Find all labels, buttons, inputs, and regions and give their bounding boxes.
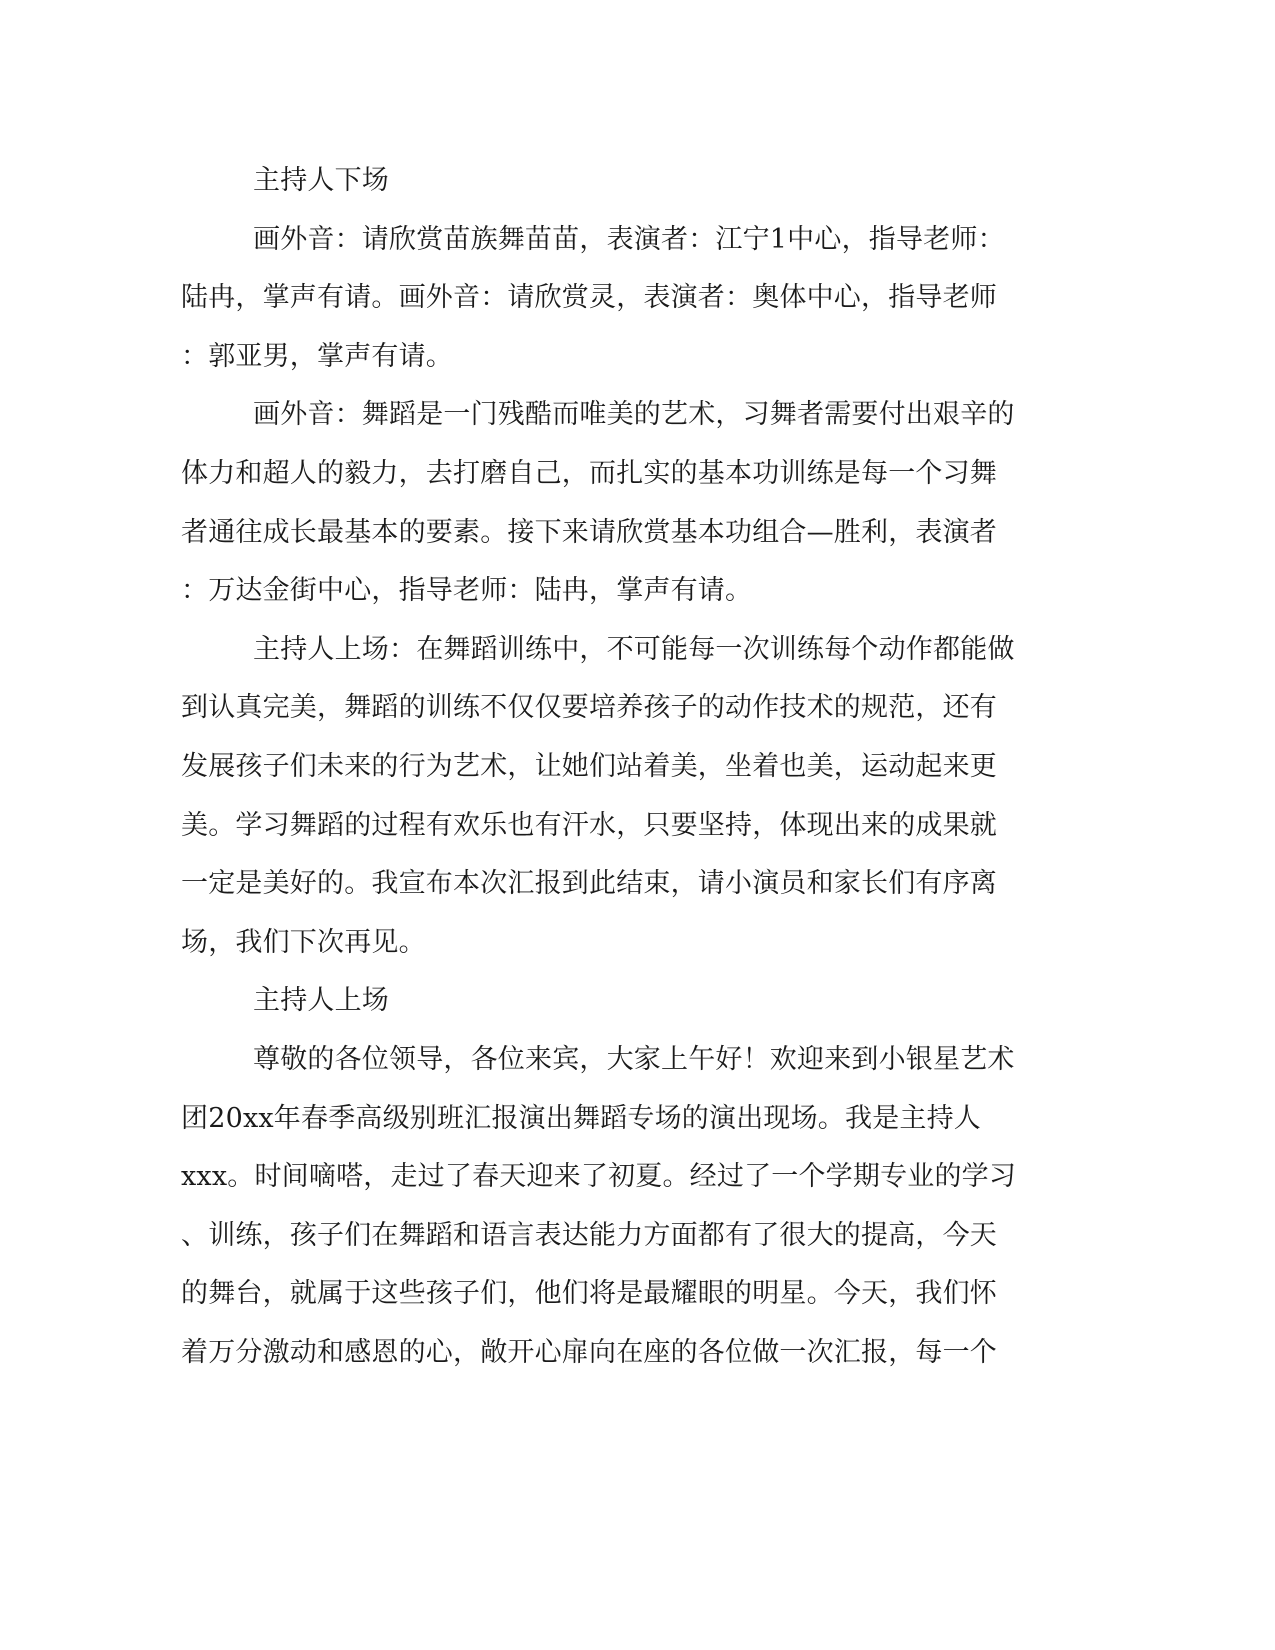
- text-line: 美。学习舞蹈的过程有欢乐也有汗水，只要坚持，体现出来的成果就: [181, 810, 997, 841]
- text-line: 体力和超人的毅力，去打磨自己，而扎实的基本功训练是每一个习舞: [181, 458, 997, 489]
- text-line: 者通往成长最基本的要素。接下来请欣赏基本功组合—胜利，表演者: [181, 517, 997, 548]
- text-line: 主持人上场：在舞蹈训练中，不可能每一次训练每个动作都能做: [253, 634, 1015, 665]
- text-line: 团20xx年春季高级别班汇报演出舞蹈专场的演出现场。我是主持人: [181, 1103, 982, 1134]
- text-line: 发展孩子们未来的行为艺术，让她们站着美，坐着也美，运动起来更: [181, 751, 997, 782]
- text-line: 场，我们下次再见。: [181, 927, 426, 958]
- text-line: ：郭亚男，掌声有请。: [181, 341, 453, 372]
- text-line: 到认真完美，舞蹈的训练不仅仅要培养孩子的动作技术的规范，还有: [181, 692, 997, 723]
- text-line: 主持人上场: [253, 985, 389, 1016]
- text-line: 画外音：舞蹈是一门残酷而唯美的艺术，习舞者需要付出艰辛的: [253, 399, 1015, 430]
- text-line: 的舞台，就属于这些孩子们，他们将是最耀眼的明星。今天，我们怀: [181, 1278, 997, 1309]
- text-line: 着万分激动和感恩的心，敞开心扉向在座的各位做一次汇报，每一个: [181, 1337, 997, 1368]
- text-line: 画外音：请欣赏苗族舞苗苗，表演者：江宁1中心，指导老师：: [253, 224, 1005, 255]
- text-line: ：万达金街中心，指导老师：陆冉，掌声有请。: [181, 575, 753, 606]
- text-line: 、训练，孩子们在舞蹈和语言表达能力方面都有了很大的提高，今天: [181, 1220, 997, 1251]
- text-line: 陆冉，掌声有请。画外音：请欣赏灵，表演者：奥体中心，指导老师: [181, 282, 997, 313]
- text-line: 主持人下场: [253, 165, 389, 196]
- text-line: 尊敬的各位领导，各位来宾，大家上午好！欢迎来到小银星艺术: [253, 1044, 1015, 1075]
- text-line: 一定是美好的。我宣布本次汇报到此结束，请小演员和家长们有序离: [181, 868, 997, 899]
- text-line: xxx。时间嘀嗒，走过了春天迎来了初夏。经过了一个学期专业的学习: [181, 1161, 1017, 1192]
